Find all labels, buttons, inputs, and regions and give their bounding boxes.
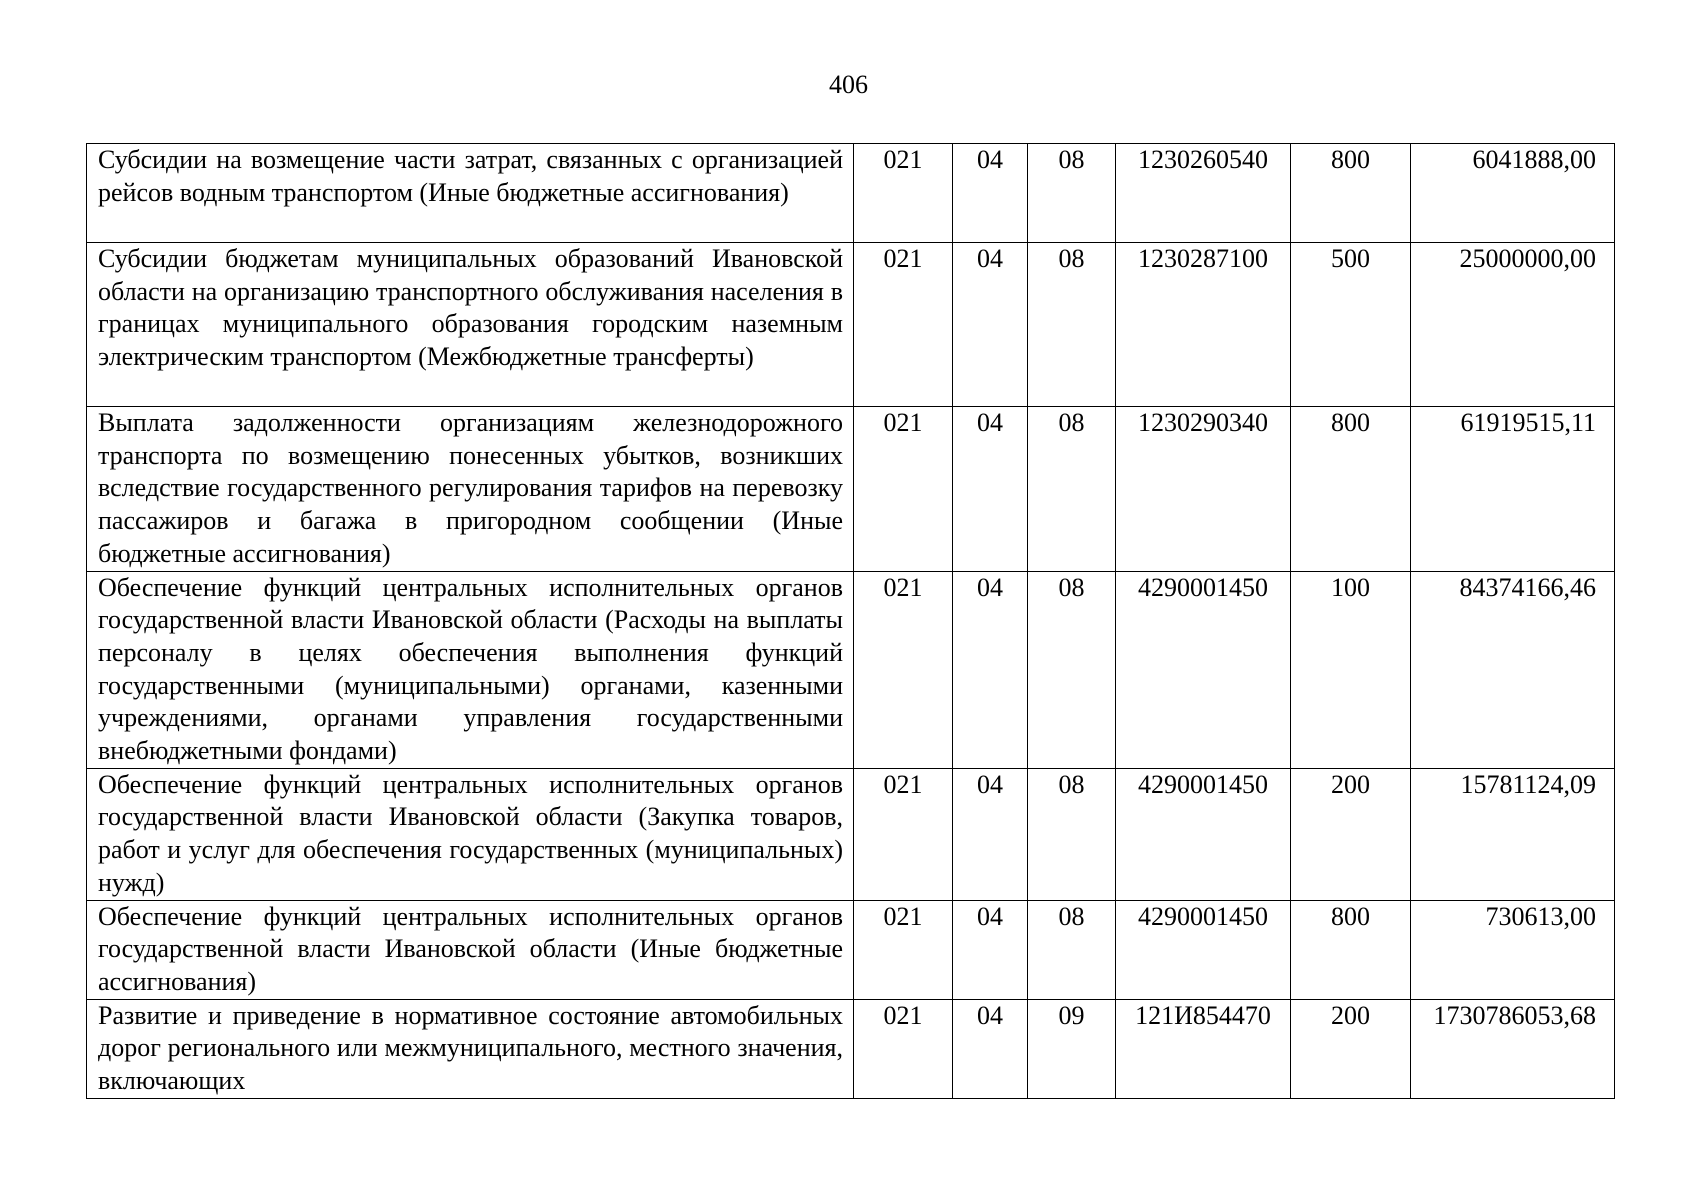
- table-row: [87, 407, 1615, 572]
- row-vr-code: 500: [1291, 243, 1411, 407]
- row-rz-code: 04: [953, 243, 1028, 407]
- page-number: 406: [829, 70, 868, 99]
- table-row: [87, 144, 1615, 243]
- row-vr-code: 100: [1291, 571, 1411, 768]
- table-row: [87, 768, 1615, 900]
- row-rz-code: 04: [953, 144, 1028, 243]
- row-gr-code: 021: [854, 243, 953, 407]
- row-csr-code: 121И854470: [1116, 999, 1291, 1098]
- row-amount: 61919515,11: [1411, 407, 1615, 572]
- row-csr-code: 1230287100: [1116, 243, 1291, 407]
- row-amount: 25000000,00: [1411, 243, 1615, 407]
- row-csr-code: 4290001450: [1116, 571, 1291, 768]
- row-description: Обеспечение функций центральных исполнительных органов государственной власти Ивановской области (Закупка товаров, работ и услуг для обеспечения государственных (муниципальных) нужд): [87, 768, 854, 900]
- row-gr-code: 021: [854, 999, 953, 1098]
- row-rz-code: 04: [953, 999, 1028, 1098]
- row-pr-code: 08: [1028, 407, 1116, 572]
- row-gr-code: 021: [854, 768, 953, 900]
- row-description: Субсидии бюджетам муниципальных образований Ивановской области на организацию транспортного обслуживания населения в границах муниципального образования городским наземным электрическим транспортом (Межбюджетные трансферты): [87, 243, 854, 407]
- row-rz-code: 04: [953, 571, 1028, 768]
- row-amount: 1730786053,68: [1411, 999, 1615, 1098]
- row-description: Обеспечение функций центральных исполнительных органов государственной власти Ивановской области (Расходы на выплаты персоналу в целях обеспечения выполнения функций государственными (муниципальными) органами, казенными учреждениями, органами управления государственными внебюджетными фондами): [87, 571, 854, 768]
- row-gr-code: 021: [854, 571, 953, 768]
- row-pr-code: 08: [1028, 768, 1116, 900]
- row-description: Обеспечение функций центральных исполнительных органов государственной власти Ивановской области (Иные бюджетные ассигнования): [87, 900, 854, 999]
- row-vr-code: 200: [1291, 768, 1411, 900]
- row-rz-code: 04: [953, 407, 1028, 572]
- row-gr-code: 021: [854, 900, 953, 999]
- row-description: Выплата задолженности организациям железнодорожного транспорта по возмещению понесенных убытков, возникших вследствие государственного регулирования тарифов на перевозку пассажиров и багажа в пригородном сообщении (Иные бюджетные ассигнования): [87, 407, 854, 572]
- row-pr-code: 08: [1028, 571, 1116, 768]
- row-amount: 15781124,09: [1411, 768, 1615, 900]
- row-amount: 84374166,46: [1411, 571, 1615, 768]
- row-rz-code: 04: [953, 900, 1028, 999]
- row-pr-code: 08: [1028, 900, 1116, 999]
- row-description: Субсидии на возмещение части затрат, связанных с организацией рейсов водным транспортом (Иные бюджетные ассигнования): [87, 144, 854, 243]
- row-gr-code: 021: [854, 407, 953, 572]
- row-csr-code: 4290001450: [1116, 768, 1291, 900]
- row-vr-code: 200: [1291, 999, 1411, 1098]
- row-csr-code: 4290001450: [1116, 900, 1291, 999]
- row-rz-code: 04: [953, 768, 1028, 900]
- table-row: [87, 900, 1615, 999]
- row-pr-code: 08: [1028, 243, 1116, 407]
- row-vr-code: 800: [1291, 144, 1411, 243]
- row-csr-code: 1230260540: [1116, 144, 1291, 243]
- row-pr-code: 09: [1028, 999, 1116, 1098]
- table-row: [87, 243, 1615, 407]
- row-amount: 730613,00: [1411, 900, 1615, 999]
- budget-table: [86, 143, 1615, 1099]
- row-gr-code: 021: [854, 144, 953, 243]
- row-vr-code: 800: [1291, 407, 1411, 572]
- row-amount: 6041888,00: [1411, 144, 1615, 243]
- table-row: [87, 999, 1615, 1098]
- row-pr-code: 08: [1028, 144, 1116, 243]
- row-csr-code: 1230290340: [1116, 407, 1291, 572]
- row-vr-code: 800: [1291, 900, 1411, 999]
- row-description: Развитие и приведение в нормативное состояние автомобильных дорог регионального или межмуниципального, местного значения, включающих: [87, 999, 854, 1098]
- table-row: [87, 571, 1615, 768]
